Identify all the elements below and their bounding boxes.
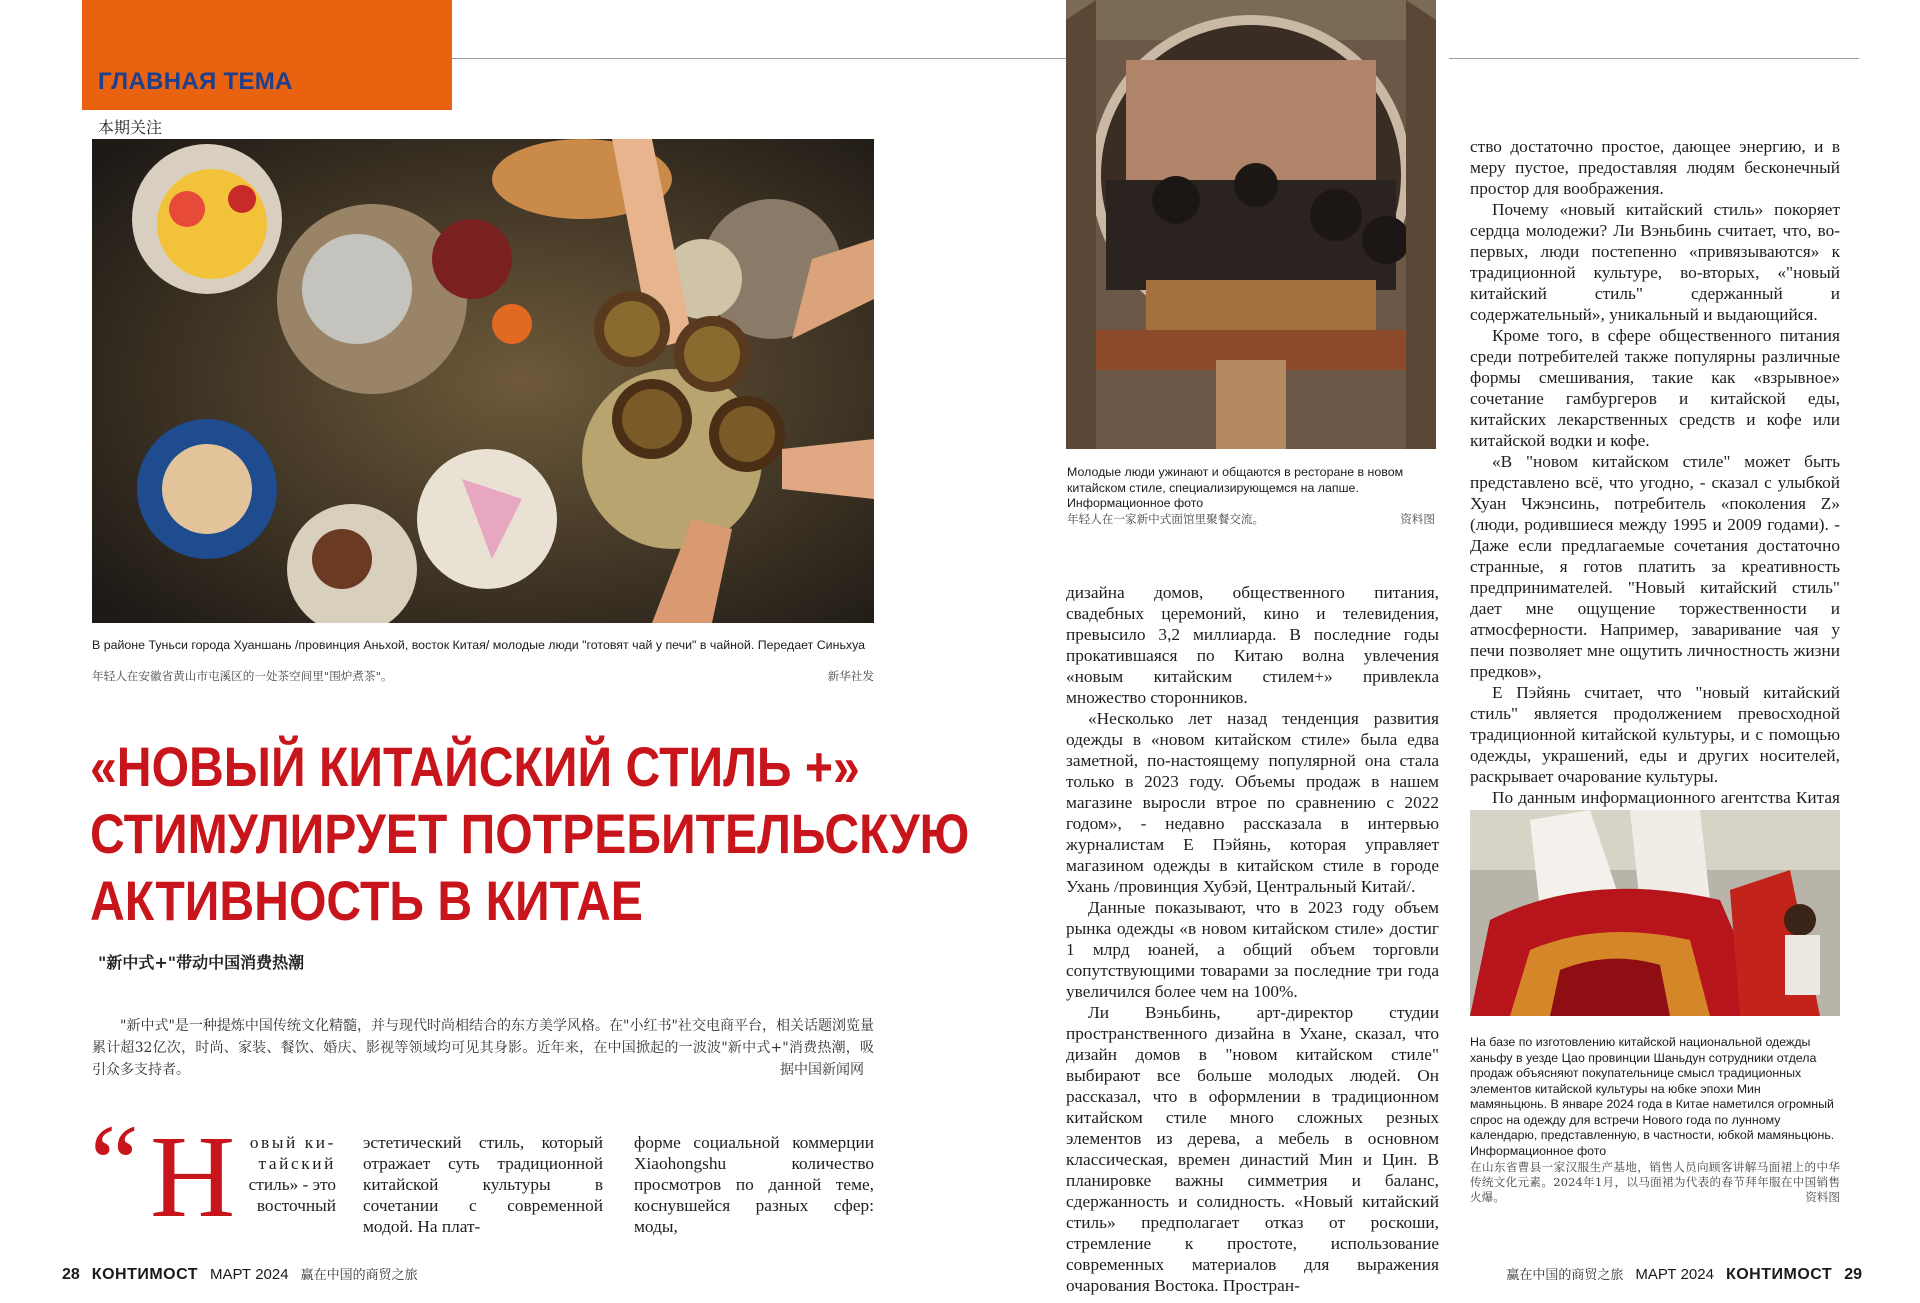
footer-right xyxy=(1506,1264,1862,1284)
section-subtitle-cn: 本期关注 xyxy=(98,118,163,137)
col5-para-5: Е Пэйянь считает, что "новый китайский стиль" является продолжением превосходной традиционной китайской культуры, и с помощью одежды, украшений, еды и других носителей, раскрывает очарование культуры. xyxy=(1470,683,1840,786)
footer-month-right: МАРТ 2024 xyxy=(1635,1266,1714,1283)
column-2-text: эстетический стиль, который отражает суть традиционной китайской культуры в сочетании с современной модой. На плат- xyxy=(363,1133,603,1236)
restaurant-photo-caption-cn: 年轻人在一家新中式面馆里聚餐交流。 xyxy=(1067,512,1265,526)
footer-brand-left: КОНТИМОСТ xyxy=(91,1266,199,1283)
hanfu-photo-caption-ru: На базе по изготовлению китайской национальной одежды ханьфу в уезде Цао провинции Шаньдун сотрудники отдела продаж объясняют покупательнице смысл традиционных элементов китайской культуры на юбке эпохи Мин мамяньцюнь. В январе 2024 года в Китае наметился огромный спрос на одежду для встречи Нового года по лунному календарю, представленную, в частности, юбкой мамяньцюнь. Информационное фото xyxy=(1470,1035,1835,1158)
page-number-right: 29 xyxy=(1844,1266,1862,1283)
hanfu-skirt-photo xyxy=(1470,810,1840,1016)
tea-party-photo xyxy=(92,139,874,623)
main-photo-caption-cn-row xyxy=(92,669,874,684)
footer-brand-right: КОНТИМОСТ xyxy=(1725,1266,1833,1283)
hanfu-photo-caption-cn-text: 在山东省曹县一家汉服生产基地，销售人员向顾客讲解马面裙上的中华传统文化元素。2024年1月，以马面裙为代表的春节拜年服在中国销售火爆。 xyxy=(1470,1160,1840,1204)
col4-para-1: дизайна домов, общественного питания, свадебных церемоний, кино и телевидения, превысило 3,2 миллиарда. В последние годы прокатившаяся по Китаю волна увлечения «новым китайским стилем+» привлекла множество сторонников. xyxy=(1066,583,1439,707)
header-rule-left xyxy=(452,58,1077,59)
lead-text: "新中式"是一种提炼中国传统文化精髓，并与现代时尚相结合的东方美学风格。在"小红书"社交电商平台，相关话题浏览量累计超32亿次，时尚、家装、餐饮、婚庆、影视等领域均可见其身影。近年来，在中国掀起的一波波"新中式+"消费热潮，吸引众多支持者。 xyxy=(92,1018,874,1078)
restaurant-photo-caption-ru: Молодые люди ужинают и общаются в ресторане в новом китайском стиле, специализирующемся на лапше. Информационное фото xyxy=(1067,465,1404,510)
dropcap-quote: “ xyxy=(90,1102,139,1224)
main-photo-credit: 新华社发 xyxy=(827,669,874,683)
headline-line-3: АКТИВНОСТЬ В КИТАЕ xyxy=(90,869,643,932)
footer-month-left: МАРТ 2024 xyxy=(210,1266,289,1283)
subheadline-cn: "新中式+"带动中国消费热潮 xyxy=(98,953,305,972)
col5-para-3: Кроме того, в сфере общественного питания среди потребителей также популярны различные формы смешивания, такие как «взрывное» сочетание гамбургеров и китайской еды, китайских лекарственных средств и кофе или китайской водки и кофе. xyxy=(1470,326,1840,450)
col4-para-4: Ли Вэньбинь, арт-директор студии пространственного дизайна в Ухане, сказал, что дизайн домов в "новом китайском стиле" выбирают все больше молодых людей. Он рассказал, что в оформлении в традиционном китайском стиле много сложных резных элементов из дерева, а мебель в основном классическая, времен династий Мин и Цин. В планировке важны симметрия и баланс, сдержанность и солидность. «Новый китайский стиль» предполагает отказ от роскоши, стремление к простоте, использование современных материалов для выражения очарования Востока. Простран- xyxy=(1066,1003,1439,1295)
restaurant-photo xyxy=(1066,0,1436,449)
column-1-text xyxy=(248,1132,336,1216)
col5-para-1: ство достаточно простое, дающее энергию, и в меру пустое, предоставляя людям бесконечный простор для воображения. xyxy=(1470,137,1840,198)
col1-line-4: восточный xyxy=(256,1196,336,1215)
col5-para-2: Почему «новый китайский стиль» покоряет сердца молодежи? Ли Вэньбинь считает, что, во-первых, люди постепенно «привязываются» к традиционной культуре, во-вторых, «"новый китайский стиль" сдержанный и содержательный», уникальный и выдающийся. xyxy=(1470,200,1840,324)
restaurant-photo-caption-cn-row xyxy=(1067,512,1435,527)
headline xyxy=(90,733,970,934)
main-photo-caption-ru: В районе Туньси города Хуаншань /провинция Аньхой, восток Китая/ молодые люди "готовят чай у печи" в чайной. Передает Синьхуа xyxy=(92,638,866,652)
header-rule-right xyxy=(1449,58,1859,59)
lead-paragraph-cn xyxy=(92,1015,874,1081)
col1-line-3: стиль» - это xyxy=(248,1175,336,1194)
hanfu-photo-caption-cn xyxy=(1470,1160,1840,1205)
footer-left xyxy=(62,1264,418,1284)
page-number-left: 28 xyxy=(62,1266,80,1283)
footer-tagline-right: 赢在中国的商贸之旅 xyxy=(1506,1268,1624,1283)
col4-para-3: Данные показывают, что в 2023 году объем рынка одежды «в новом китайском стиле» достиг 1 млрд юаней, а общий объем торговли сопутствующими товарами за последние три года увеличился более чем на 100%. xyxy=(1066,898,1439,1001)
headline-line-1: «НОВЫЙ КИТАЙСКИЙ СТИЛЬ +» xyxy=(90,735,860,798)
footer-tagline-left: 赢在中国的商贸之旅 xyxy=(300,1268,418,1283)
hanfu-photo-credit: 资料图 xyxy=(1805,1190,1840,1204)
section-title: ГЛАВНАЯ ТЕМА xyxy=(98,68,293,95)
col1-line-2: тайский xyxy=(258,1154,336,1173)
column-4-text xyxy=(1066,582,1439,1296)
col5-para-6-text: По данным информационного агентства Китая xyxy=(1492,788,1840,807)
column-5-text xyxy=(1470,136,1840,829)
col1-line-1: овый ки- xyxy=(249,1133,336,1152)
col4-para-2: «Несколько лет назад тенденция развития одежды в «новом китайском стиле» была едва заметной, по-настоящему популярной она стала только в 2023 году. Объемы продаж в нашем магазине выросли втрое по сравнению с 2022 годом», - недавно рассказала в интервью журналистам Е Пэйянь, которая управляет магазином одежды в китайском стиле в городе Ухань /провинция Хубэй, Центральный Китай/. xyxy=(1066,709,1439,896)
column-3-text: форме социальной коммерции Xiaohongshu количество просмотров по данной теме, коснувшейся разных сфер: моды, xyxy=(634,1133,874,1236)
lead-source: 据中国新闻网 xyxy=(780,1062,864,1078)
headline-line-2: СТИМУЛИРУЕТ ПОТРЕБИТЕЛЬСКУЮ xyxy=(90,802,970,865)
main-photo-caption-cn: 年轻人在安徽省黄山市屯溪区的一处茶空间里"围炉煮茶"。 xyxy=(92,669,393,683)
col5-para-4: «В "новом китайском стиле" может быть представлено всё, что угодно, - сказал с улыбкой Хуан Чжэнсинь, потребитель «поколения Z» (люди, родившиеся между 1995 и 2009 годами). - Даже если предлагаемые сочетания достаточно странные, я готов платить за креативность предпринимателей. "Новый китайский стиль" дает мне ощущение торжественности и атмосферности. Например, заваривание чая у печи позволяет мне ощутить личностность жизни предков», xyxy=(1470,452,1840,681)
dropcap-letter: Н xyxy=(150,1111,236,1242)
restaurant-photo-credit: 资料图 xyxy=(1400,512,1435,526)
